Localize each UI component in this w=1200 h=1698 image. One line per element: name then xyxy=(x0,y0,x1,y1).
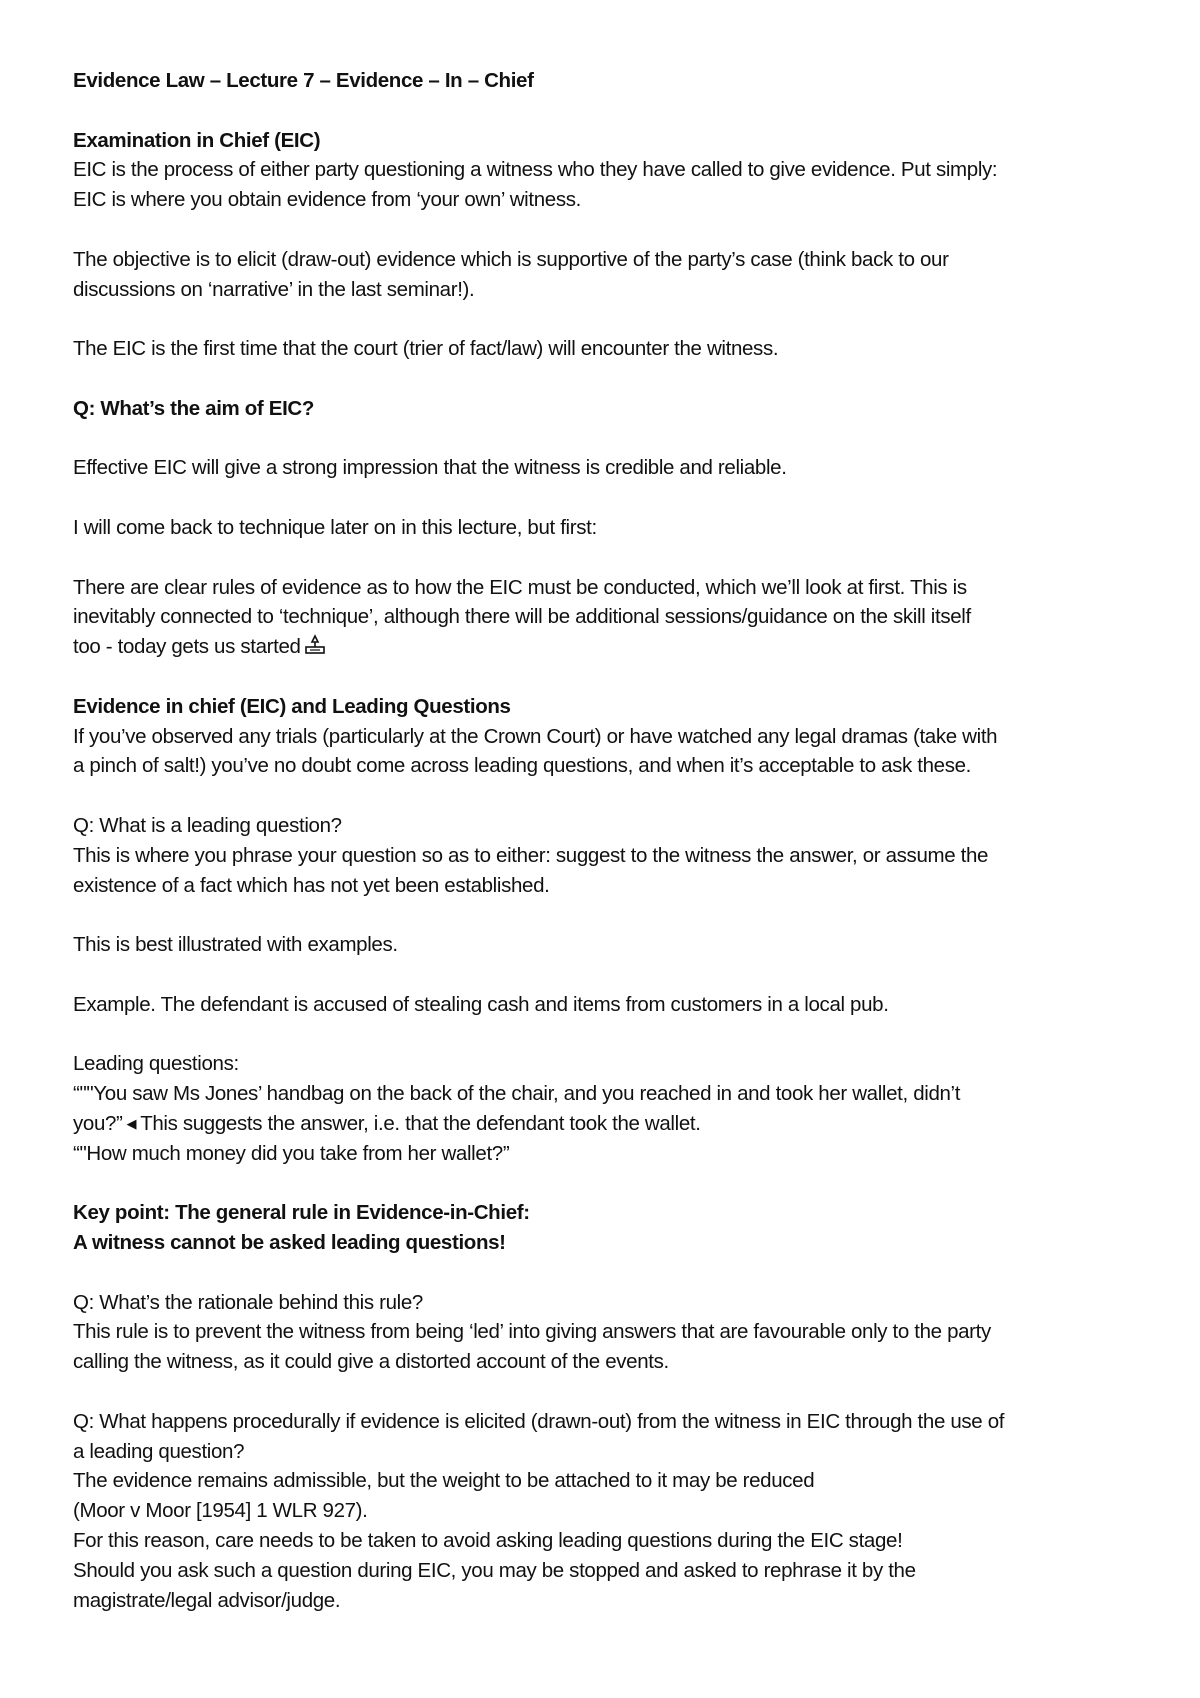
spacer xyxy=(73,1377,1143,1407)
question-procedure: Q: What happens procedurally if evidence is elicited (drawn-out) from the witness in EIC through the use of xyxy=(73,1409,1005,1433)
paragraph-line: The objective is to elicit (draw-out) evidence which is supportive of the party’s case (think back to our xyxy=(73,247,949,271)
heading-leading-questions: Evidence in chief (EIC) and Leading Questions xyxy=(73,694,511,718)
example-question-1-continued xyxy=(73,1109,1143,1139)
left-pointing-arrow-icon: ◀ xyxy=(126,1115,137,1131)
paragraph-line: I will come back to technique later on in this lecture, but first: xyxy=(73,515,597,539)
key-point-rule: A witness cannot be asked leading questions! xyxy=(73,1231,506,1255)
leading-questions-label: Leading questions: xyxy=(73,1052,239,1076)
paragraph-line: calling the witness, as it could give a distorted account of the events. xyxy=(73,1350,669,1374)
spacer xyxy=(73,1020,1143,1050)
paragraph-line: This is where you phrase your question so as to either: suggest to the witness the answer, or assume the xyxy=(73,843,989,867)
spacer xyxy=(73,304,1143,334)
document-page xyxy=(73,66,1143,1615)
question-rationale: Q: What’s the rationale behind this rule? xyxy=(73,1290,423,1314)
spacer xyxy=(73,1168,1143,1198)
rocket-launch-icon xyxy=(304,634,326,665)
case-citation: (Moor v Moor [1954] 1 WLR 927). xyxy=(73,1499,368,1523)
paragraph-line: The EIC is the first time that the court (trier of fact/law) will encounter the witness. xyxy=(73,337,779,361)
spacer xyxy=(73,900,1143,930)
spacer xyxy=(73,662,1143,692)
key-point: Key point: The general rule in Evidence-in-Chief: xyxy=(73,1201,530,1225)
paragraph-line: EIC is where you obtain evidence from ‘your own’ witness. xyxy=(73,188,581,212)
paragraph-line: Should you ask such a question during EIC, you may be stopped and asked to rephrase it by the xyxy=(73,1558,916,1582)
paragraph-line: EIC is the process of either party questioning a witness who they have called to give evidence. Put simply: xyxy=(73,158,998,182)
paragraph-text: you?” xyxy=(73,1111,123,1135)
paragraph-line: existence of a fact which has not yet been established. xyxy=(73,873,550,897)
paragraph-line: inevitably connected to ‘technique’, although there will be additional sessions/guidance on the skill itself xyxy=(73,605,971,629)
spacer xyxy=(73,543,1143,573)
paragraph-line-with-icon xyxy=(73,632,1143,662)
paragraph-line: Effective EIC will give a strong impression that the witness is credible and reliable. xyxy=(73,456,787,480)
paragraph-text: This suggests the answer, i.e. that the defendant took the wallet. xyxy=(140,1111,701,1135)
paragraph-line: This rule is to prevent the witness from being ‘led’ into giving answers that are favourable only to the party xyxy=(73,1320,991,1344)
paragraph-line: discussions on ‘narrative’ in the last seminar!). xyxy=(73,277,475,301)
question-aim: Q: What’s the aim of EIC? xyxy=(73,396,315,420)
paragraph-line: magistrate/legal advisor/judge. xyxy=(73,1588,341,1612)
paragraph-line: If you’ve observed any trials (particularly at the Crown Court) or have watched any legal dramas (take with xyxy=(73,724,998,748)
paragraph-line: There are clear rules of evidence as to how the EIC must be conducted, which we’ll look at first. This is xyxy=(73,575,967,599)
example-question-2: “"How much money did you take from her wallet?” xyxy=(73,1141,510,1165)
document-title: Evidence Law – Lecture 7 – Evidence – In – Chief xyxy=(73,69,534,92)
spacer xyxy=(73,215,1143,245)
question-what-is-leading: Q: What is a leading question? xyxy=(73,813,342,837)
question-procedure-continued: a leading question? xyxy=(73,1439,245,1463)
paragraph-line: This is best illustrated with examples. xyxy=(73,933,398,957)
paragraph-line: a pinch of salt!) you’ve no doubt come across leading questions, and when it’s acceptable to ask these. xyxy=(73,754,972,778)
paragraph-line: Example. The defendant is accused of stealing cash and items from customers in a local pub. xyxy=(73,992,889,1016)
spacer xyxy=(73,424,1143,454)
spacer xyxy=(73,1258,1143,1288)
spacer xyxy=(73,364,1143,394)
paragraph-line: For this reason, care needs to be taken to avoid asking leading questions during the EIC stage! xyxy=(73,1529,903,1553)
example-question-1: “""You saw Ms Jones’ handbag on the back of the chair, and you reached in and took her wallet, didn’t xyxy=(73,1082,961,1106)
spacer xyxy=(73,96,1143,126)
paragraph-text: too - today gets us started xyxy=(73,635,301,659)
paragraph-line: The evidence remains admissible, but the weight to be attached to it may be reduced xyxy=(73,1469,815,1493)
spacer xyxy=(73,483,1143,513)
spacer xyxy=(73,960,1143,990)
heading-eic: Examination in Chief (EIC) xyxy=(73,128,321,152)
spacer xyxy=(73,781,1143,811)
